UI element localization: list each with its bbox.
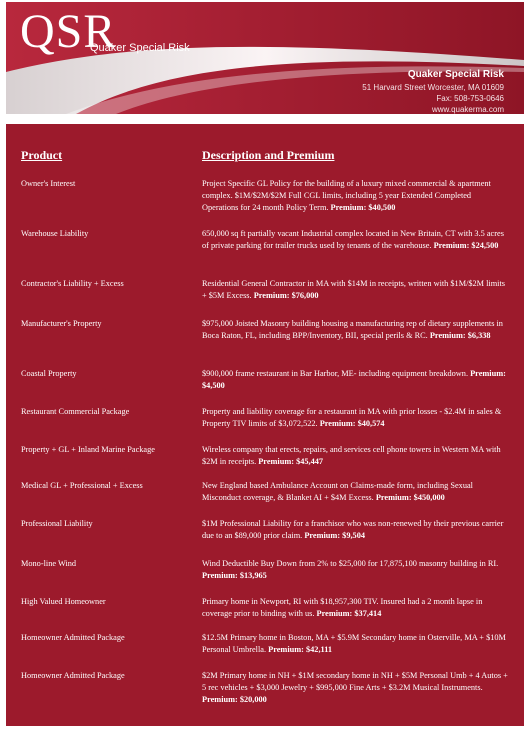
product-name: Owner's Interest [21, 179, 76, 188]
product-name: Medical GL + Professional + Excess [21, 481, 143, 490]
column-header-product: Product [21, 148, 63, 162]
product-name: Contractor's Liability + Excess [21, 279, 124, 288]
product-name: Mono-line Wind [21, 559, 77, 568]
description: $900,000 frame restaurant in Bar Harbor, ME- including equipment breakdown. Premium: $4,500 [202, 369, 506, 390]
product-name: Warehouse Liability [21, 229, 89, 238]
premium: Premium: $40,500 [330, 203, 396, 212]
contact-block [362, 68, 504, 114]
fax-line: Fax: 508-753-0646 [436, 94, 504, 103]
logo-wordmark: QSR [20, 5, 117, 58]
premium: Premium: $76,000 [253, 291, 319, 300]
description: $975,000 Joisted Masonry building housing a manufacturing rep of dietary supplements in Boca Raton, FL, including BPP/Inventory, BII, special perils & RC. Premium: $6,338 [202, 319, 503, 340]
premium: Premium: $9,504 [304, 531, 365, 540]
website-link[interactable]: www.quakerma.com [431, 105, 504, 114]
logo-subtitle: Quaker Special Risk [90, 42, 190, 54]
product-name: Homeowner Admitted Package [21, 671, 125, 680]
description: Property and liability coverage for a restaurant in MA with prior losses - $2.4M in sales & Property TIV limits of $3,072,522. Premium: $40,574 [202, 407, 502, 428]
product-name: Restaurant Commercial Package [21, 407, 130, 416]
product-name: Manufacturer's Property [21, 319, 102, 328]
product-name: High Valued Homeowner [21, 597, 106, 606]
premium: Premium: $20,000 [202, 695, 267, 704]
address-line: 51 Harvard Street Worcester, MA 01609 [362, 83, 504, 92]
product-name: Coastal Property [21, 369, 77, 378]
description: New England based Ambulance Account on Claims-made form, including Sexual Misconduct coverage, & Blanket AI + $4M Excess. Premium: $450,000 [202, 481, 473, 502]
product-name: Professional Liability [21, 519, 93, 528]
product-name: Homeowner Admitted Package [21, 633, 125, 642]
company-name: Quaker Special Risk [407, 69, 504, 80]
description: $2M Primary home in NH + $1M secondary home in NH + $5M Personal Umb + 4 Autos + 5 rec vehicles + $3,000 Jewelry + $995,000 Fine Arts + $3.2M Musical Instruments. Premium: $20,000 [202, 671, 508, 704]
description: Wireless company that erects, repairs, and services cell phone towers in Western MA with $2M in receipts. Premium: $45,447 [202, 445, 501, 466]
letterhead-banner [6, 2, 524, 114]
premium: Premium: $45,447 [258, 457, 324, 466]
description: Primary home in Newport, RI with $18,957,300 TIV. Insured had a 2 month lapse in coverage prior to binding with us. Premium: $37,414 [202, 597, 483, 618]
description: Wind Deductible Buy Down from 2% to $25,000 for 17,875,100 masonry building in RI. Premium: $13,965 [202, 559, 499, 580]
description: 650,000 sq ft partially vacant Industrial complex located in New Britain, CT with 3.5 acres of private parking for trailer trucks used by tenants of the warehouse. Premium: $24,500 [202, 229, 504, 250]
premium: Premium: $42,111 [268, 645, 333, 654]
premium: Premium: $37,414 [316, 609, 382, 618]
column-header-description: Description and Premium [202, 148, 335, 162]
premium: Premium: $450,000 [375, 493, 445, 502]
coverage-table [6, 124, 524, 726]
description: Project Specific GL Policy for the building of a luxury mixed commercial & apartment complex. $1M/$2M/$2M Full CGL limits, including 5 year Extended Completed Operations for 24 month Policy Term. Premium: $40,500 [202, 179, 491, 212]
description: $12.5M Primary home in Boston, MA + $5.9M Secondary home in Osterville, MA + $10M Personal Umbrella. Premium: $42,111 [202, 633, 506, 654]
premium: Premium: $6,338 [429, 331, 491, 340]
product-name: Property + GL + Inland Marine Package [21, 445, 155, 454]
description: $1M Professional Liability for a franchisor who was non-renewed by their previous carrier due to an $89,000 prior claim. Premium: $9,504 [202, 519, 504, 540]
premium: Premium: $24,500 [433, 241, 499, 250]
premium: Premium: $13,965 [202, 571, 267, 580]
premium: Premium: $40,574 [319, 419, 385, 428]
description: Residential General Contractor in MA with $14M in receipts, written with $1M/$2M limits + $5M Excess. Premium: $76,000 [202, 279, 506, 300]
premium: Premium: $4,500 [202, 369, 506, 390]
